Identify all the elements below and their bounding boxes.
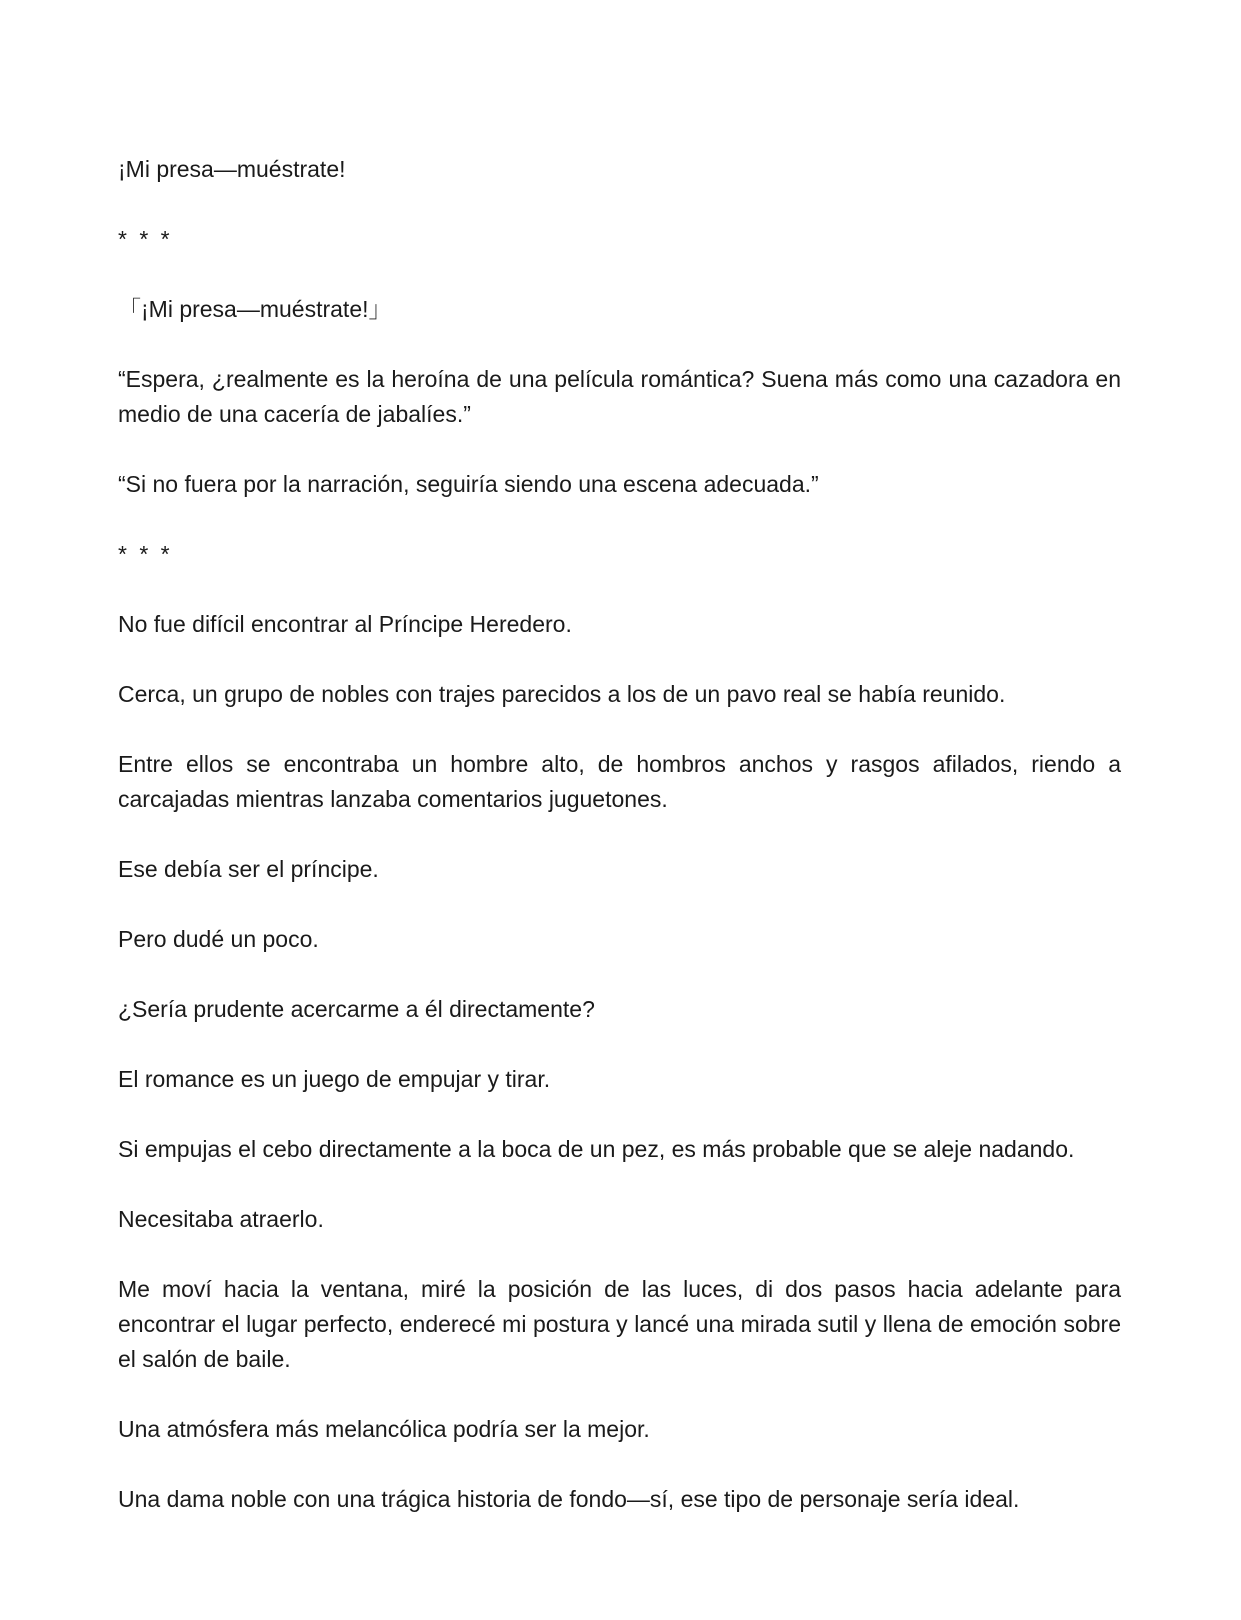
paragraph: “Si no fuera por la narración, seguiría siendo una escena adecuada.” <box>118 471 819 497</box>
paragraph: No fue difícil encontrar al Príncipe Heredero. <box>118 611 572 637</box>
paragraph: El romance es un juego de empujar y tirar. <box>118 1066 551 1092</box>
paragraph-title-line: ¡Mi presa—muéstrate! <box>118 156 346 182</box>
scene-separator: * * * <box>118 226 173 252</box>
paragraph: Pero dudé un poco. <box>118 926 319 952</box>
paragraph: ¿Sería prudente acercarme a él directamente? <box>118 996 595 1022</box>
paragraph: Me moví hacia la ventana, miré la posición de las luces, di dos pasos hacia adelante para encontrar el lugar perfecto, enderecé mi postura y lancé una mirada sutil y llena de emoción sobre el salón de baile. <box>118 1276 1121 1372</box>
paragraph: Ese debía ser el príncipe. <box>118 856 379 882</box>
paragraph: Una dama noble con una trágica historia de fondo—sí, ese tipo de personaje sería ideal. <box>118 1486 1020 1512</box>
paragraph: Una atmósfera más melancólica podría ser la mejor. <box>118 1416 650 1442</box>
document-body <box>118 152 1121 1552</box>
paragraph: Necesitaba atraerlo. <box>118 1206 324 1232</box>
paragraph: “Espera, ¿realmente es la heroína de una película romántica? Suena más como una cazadora en medio de una cacería de jabalíes.” <box>118 366 1121 427</box>
paragraph-quoted-line: 「¡Mi presa—muéstrate!」 <box>118 296 392 322</box>
paragraph: Entre ellos se encontraba un hombre alto, de hombros anchos y rasgos afilados, riendo a carcajadas mientras lanzaba comentarios juguetones. <box>118 751 1121 812</box>
scene-separator: * * * <box>118 541 173 567</box>
paragraph: Cerca, un grupo de nobles con trajes parecidos a los de un pavo real se había reunido. <box>118 681 1006 707</box>
paragraph: Si empujas el cebo directamente a la boca de un pez, es más probable que se aleje nadando. <box>118 1136 1075 1162</box>
